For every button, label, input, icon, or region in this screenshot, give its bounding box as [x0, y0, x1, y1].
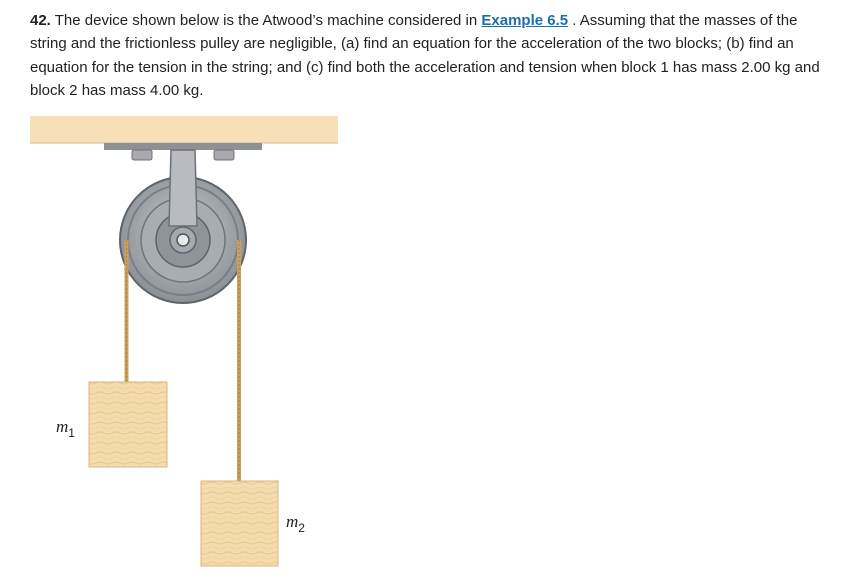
block1-label: $m_1$	[56, 417, 75, 440]
problem-text-body: . Assuming that the masses of the string and the frictionless pulley are negligible, (a) find an equation for the acceleration of the two blocks; (b) find an equation for the tension in the string; and (c) find both the acceleration and tension when block 1 has mass 2.00 kg and block 2 has mass 4.00 kg.	[30, 12, 820, 100]
block-m2	[201, 481, 278, 566]
problem-text-intro: The device shown below is the Atwood’s machine considered in	[50, 12, 482, 29]
ceiling	[30, 116, 338, 143]
block2-label: $m_2$	[286, 512, 305, 535]
block-m1	[89, 382, 167, 467]
mount-plate	[104, 143, 262, 150]
example-link[interactable]: Example 6.5	[481, 12, 569, 29]
pulley	[120, 150, 246, 303]
problem-number: 42.	[30, 12, 51, 29]
